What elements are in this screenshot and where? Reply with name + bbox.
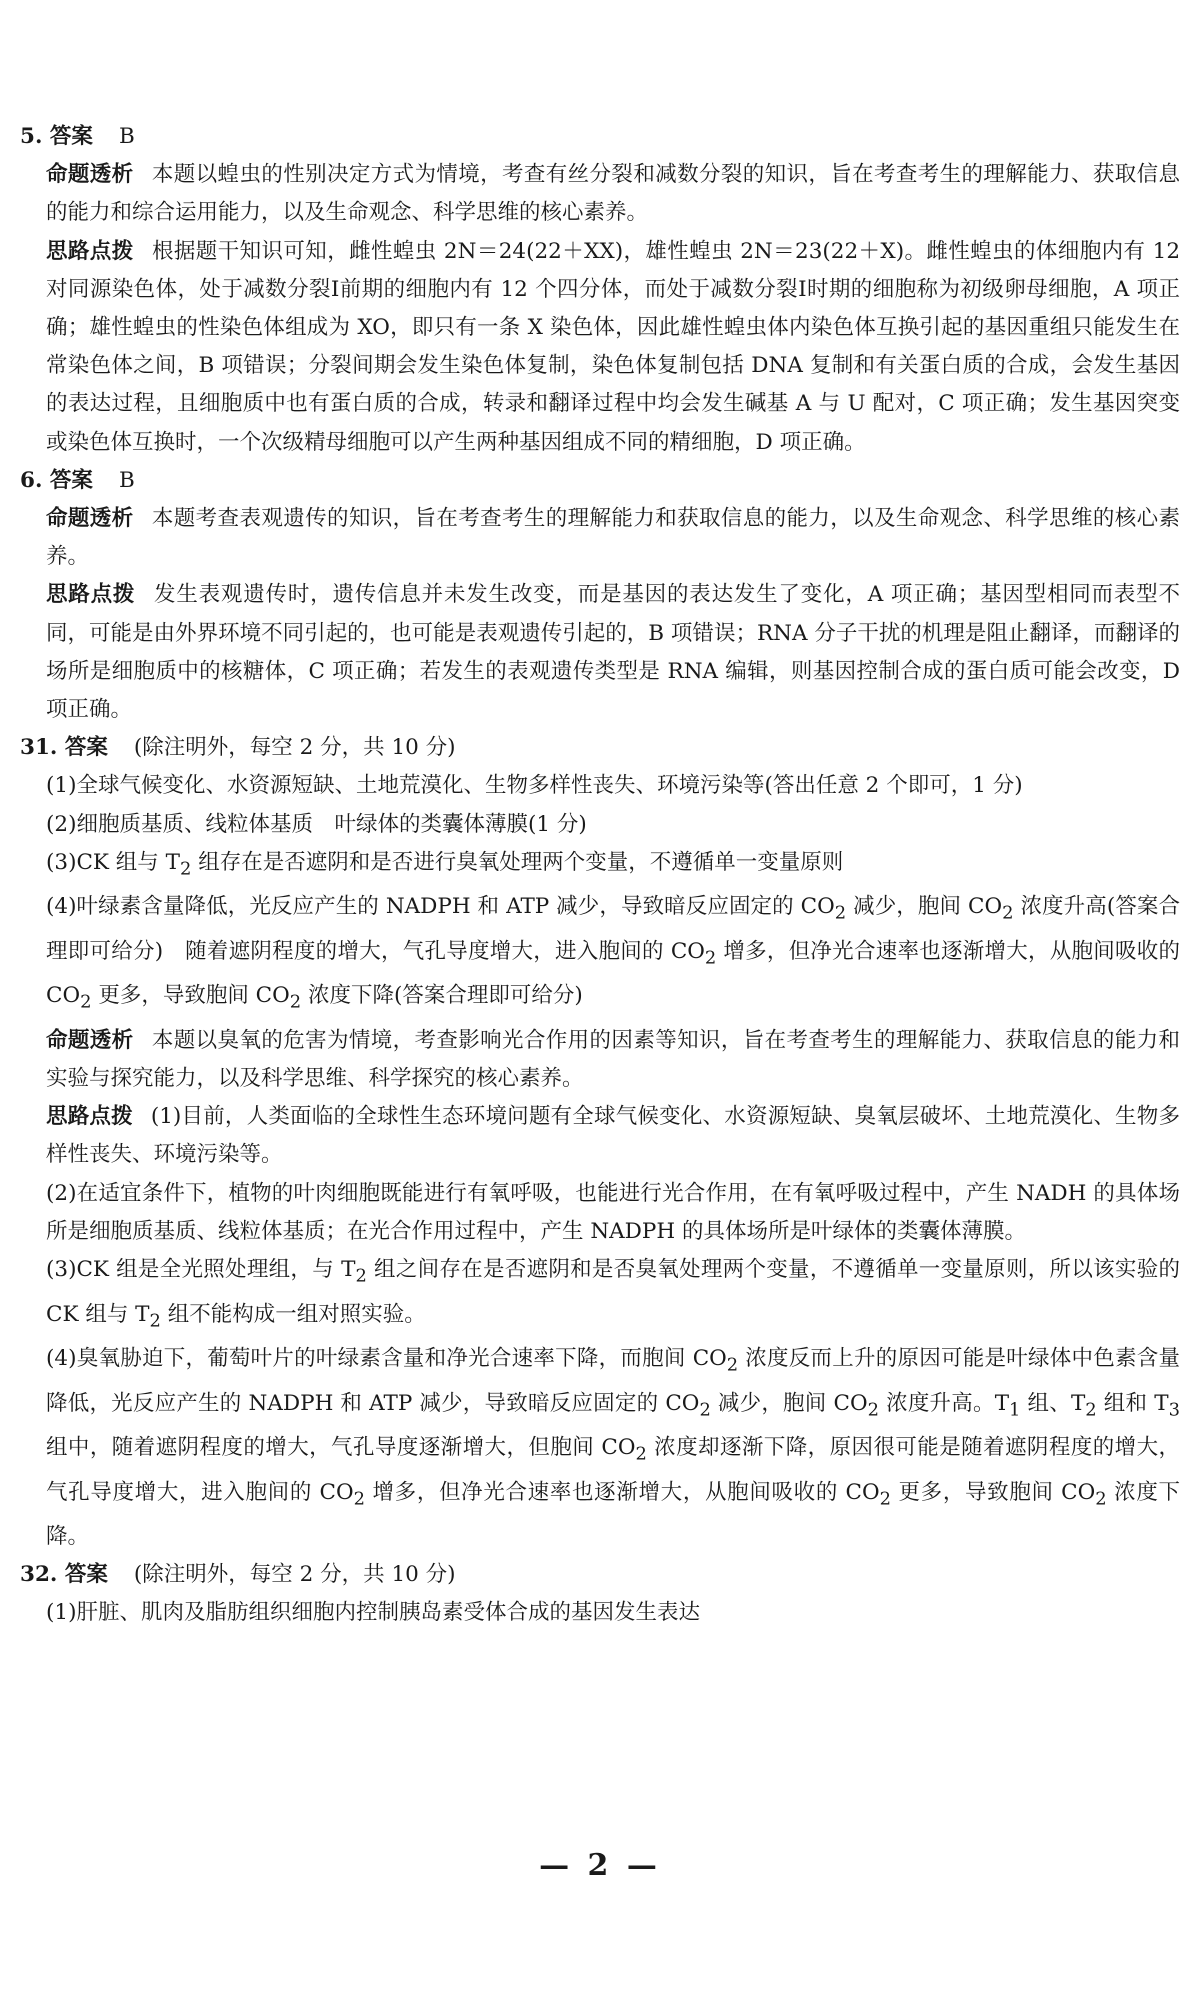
q32-answer-1: (1)肝脏、肌肉及脂肪组织细胞内控制胰岛素受体合成的基因发生表达 — [46, 1600, 700, 1626]
q5-answer-line — [20, 118, 1180, 156]
subscript: 2 — [699, 1398, 711, 1420]
q31-p3-text: (3)CK 组是全光照处理组，与 T — [46, 1257, 356, 1283]
q31-a4-text: 更多，导致胞间 CO — [91, 983, 290, 1009]
q6-analysis-tag: 思路点拨 — [46, 582, 136, 608]
subscript: 2 — [179, 858, 192, 880]
q32-answer-note: (除注明外，每空 2 分，共 10 分) — [133, 1562, 456, 1588]
q5-analysis — [20, 233, 1180, 462]
subscript: 2 — [1085, 1398, 1097, 1420]
q31-p4-text: 组中，随着遮阴程度的增大，气孔导度逐渐增大，但胞间 CO — [46, 1435, 636, 1461]
q31-answer-3 — [20, 844, 1180, 889]
q31-p4-text: (4)臭氧胁迫下，葡萄叶片的叶绿素含量和净光合速率下降，而胞间 CO — [46, 1346, 727, 1372]
q31-a4-text: 增多，但净光合速率也逐渐增大，从胞间吸收的 CO — [46, 938, 1180, 1009]
q31-answer-note: (除注明外，每空 2 分，共 10 分) — [133, 735, 456, 761]
q31-a3-post: 组存在是否遮阴和是否进行臭氧处理两个变量，不遵循单一变量原则 — [191, 849, 844, 875]
q31-p4-text: 组、T — [1020, 1390, 1086, 1416]
q5-analysis-text: 根据题干知识可知，雌性蝗虫 2N＝24(22＋XX)，雄性蝗虫 2N＝23(22＋X)。雌性蝗虫的体细胞内有 12 对同源染色体，处于减数分裂Ⅰ前期的细胞内有 12 个四分体，而处于减数分裂Ⅰ时期的细胞称为初级卵母细胞，A 项正确；雄性蝗虫的性染色体组成为 XO，即只有一条 X 染色体，因此雄性蝗虫体内染色体互换引起的基因重组只能发生在常染色体之间，B 项错误；分裂间期会发生染色体复制，染色体复制包括 DNA 复制和有关蛋白质的合成，会发生基因的表达过程，且细胞质中也有蛋白质的合成，转录和翻译过程中均会发生碱基 A 与 U 配对，C 项正确；发生基因突变或染色体互换时，一个次级精母细胞可以产生两种基因组成不同的精细胞，D 项正确。 — [46, 238, 1180, 455]
q31-analysis-p3 — [20, 1251, 1180, 1340]
q31-p4-text: 浓度反而上升的原因可能是叶绿体中色素含量降低，光反应产生的 NADPH 和 ATP 减少，导致暗反应固定的 CO — [46, 1346, 1180, 1416]
q31-analysis — [20, 1098, 1180, 1174]
subscript: 2 — [353, 1487, 365, 1509]
q31-intent-text: 本题以臭氧的危害为情境，考查影响光合作用的因素等知识，旨在考查考生的理解能力、获取信息的能力和实验与探究能力，以及科学思维、科学探究的核心素养。 — [46, 1027, 1180, 1092]
q31-answer-1: (1)全球气候变化、水资源短缺、土地荒漠化、生物多样性丧失、环境污染等(答出任意 2 个即可，1 分) — [46, 773, 1023, 799]
q6-answer-label: 6. 答案 — [20, 467, 93, 493]
subscript: 2 — [1095, 1487, 1107, 1509]
q31-p4-text: 浓度下降。 — [46, 1479, 1180, 1550]
q31-p4-text: 减少，胞间 CO — [710, 1390, 868, 1416]
q6-intent-text: 本题考查表观遗传的知识，旨在考查考生的理解能力和获取信息的能力，以及生命观念、科学思维的核心素养。 — [46, 506, 1180, 570]
subscript: 2 — [355, 1265, 367, 1287]
subscript: 2 — [726, 1354, 739, 1376]
q31-a4-text: 浓度升高(答案合理即可给分) 随着遮阴程度的增大，气孔导度增大，进入胞间的 CO — [46, 894, 1181, 964]
q31-a3-pre: (3)CK 组与 T — [46, 849, 180, 875]
q31-answer-2: (2)细胞质基质、线粒体基质 叶绿体的类囊体薄膜(1 分) — [46, 811, 587, 837]
q31-p4-text: 增多，但净光合速率也逐渐增大，从胞间吸收的 CO — [365, 1479, 880, 1505]
q6-intent — [20, 500, 1180, 576]
q6-intent-tag: 命题透析 — [46, 506, 134, 532]
q32-answer-label: 32. 答案 — [20, 1562, 108, 1588]
q31-answer-line — [20, 729, 1180, 767]
q31-analysis-tag: 思路点拨 — [46, 1104, 133, 1130]
q31-p3-text: 组不能构成一组对照实验。 — [160, 1301, 426, 1327]
q5-answer-label: 5. 答案 — [20, 124, 93, 149]
q31-p4-text: 组和 T — [1096, 1390, 1169, 1416]
q31-answer-4 — [20, 888, 1180, 1022]
subscript: 2 — [149, 1309, 161, 1331]
subscript: 2 — [80, 991, 92, 1013]
subscript: 2 — [704, 947, 717, 969]
q5-intent-text: 本题以蝗虫的性别决定方式为情境，考查有丝分裂和减数分裂的知识，旨在考查考生的理解能力、获取信息的能力和综合运用能力，以及生命观念、科学思维的核心素养。 — [46, 162, 1180, 226]
q31-intent-tag: 命题透析 — [46, 1027, 134, 1053]
q31-p4-text: 浓度却逐渐下降，原因很可能是随着遮阴程度的增大，气孔导度增大，进入胞间的 CO — [46, 1435, 1180, 1505]
q31-analysis-p4 — [20, 1340, 1180, 1556]
subscript: 2 — [879, 1487, 891, 1509]
q5-analysis-tag: 思路点拨 — [46, 238, 134, 264]
page-number: — 2 — — [539, 1848, 661, 1883]
subscript: 2 — [635, 1443, 647, 1465]
q31-p4-text: 更多，导致胞间 CO — [891, 1479, 1096, 1505]
q5-intent-tag: 命题透析 — [46, 162, 134, 188]
q31-analysis-p1: (1)目前，人类面临的全球性生态环境问题有全球气候变化、水资源短缺、臭氧层破坏、土地荒漠化、生物多样性丧失、环境污染等。 — [46, 1104, 1180, 1168]
q31-answer-label: 31. 答案 — [20, 735, 108, 761]
q31-a4-text: 浓度下降(答案合理即可给分) — [301, 983, 583, 1009]
q31-a4-text: 减少，胞间 CO — [846, 894, 1003, 920]
q32-answer-line — [20, 1556, 1180, 1594]
subscript: 2 — [834, 902, 847, 924]
q5-answer-value: B — [118, 124, 135, 149]
q6-answer-line — [20, 462, 1180, 500]
q31-p4-text: 浓度升高。T — [879, 1390, 1010, 1416]
subscript: 2 — [867, 1398, 880, 1420]
q6-analysis — [20, 576, 1180, 729]
q6-analysis-text: 发生表观遗传时，遗传信息并未发生改变，而是基因的表达发生了变化，A 项正确；基因型相同而表型不同，可能是由外界环境不同引起的，也可能是表观遗传引起的，B 项错误；RNA 分子干扰的机理是阻止翻译，而翻译的场所是细胞质中的核糖体，C 项正确；若发生的表观遗传类型是 RNA 编辑，则基因控制合成的蛋白质可能会改变，D 项正确。 — [46, 582, 1180, 723]
q31-analysis-p2: (2)在适宜条件下，植物的叶肉细胞既能进行有氧呼吸，也能进行光合作用，在有氧呼吸过程中，产生 NADH 的具体场所是细胞质基质、线粒体基质；在光合作用过程中，产生 NADPH 的具体场所是叶绿体的类囊体薄膜。 — [46, 1180, 1180, 1244]
q31-p3-text: 组之间存在是否遮阴和是否臭氧处理两个变量，不遵循单一变量原则，所以该实验的 CK 组与 T — [46, 1257, 1181, 1327]
q6-answer-value: B — [118, 467, 135, 493]
subscript: 1 — [1009, 1398, 1021, 1420]
q5-intent — [20, 156, 1180, 232]
subscript: 2 — [1002, 902, 1014, 924]
subscript: 2 — [289, 991, 302, 1013]
subscript: 3 — [1168, 1398, 1180, 1420]
q31-a4-text: (4)叶绿素含量降低，光反应产生的 NADPH 和 ATP 减少，导致暗反应固定的 CO — [46, 894, 835, 920]
q31-intent — [20, 1022, 1180, 1098]
